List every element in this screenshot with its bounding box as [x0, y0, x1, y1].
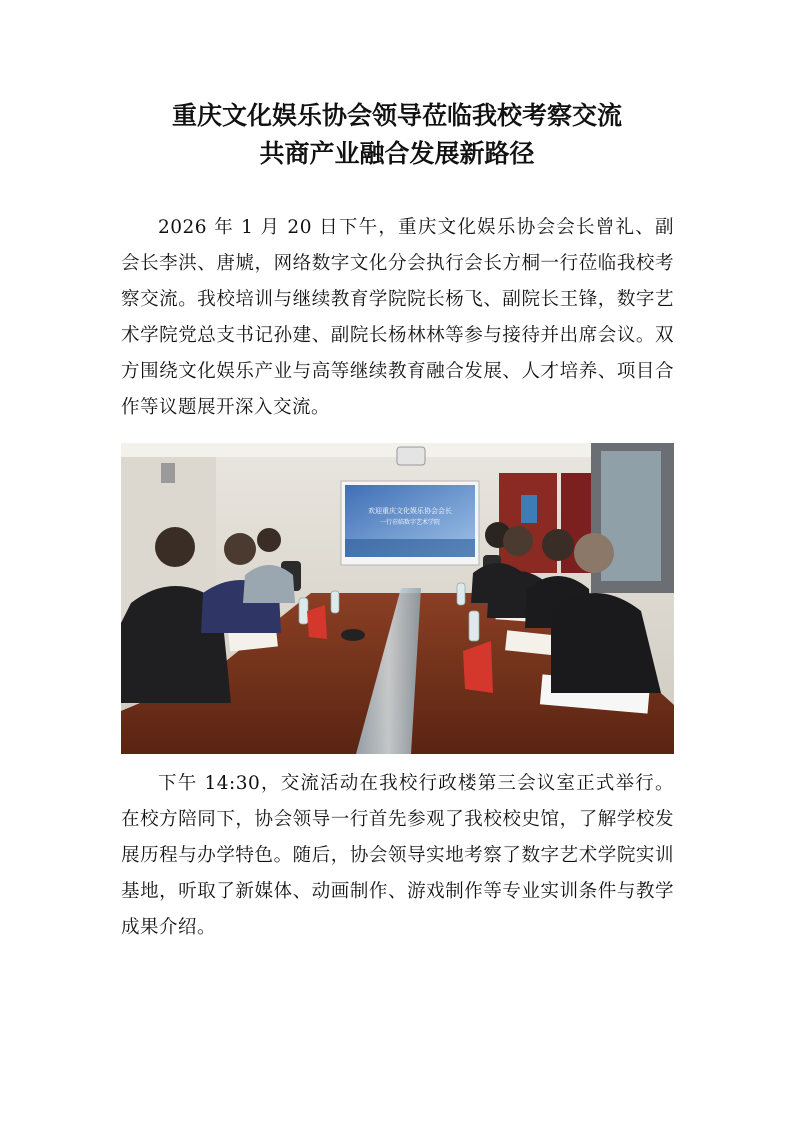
article-paragraph-2: 下午 14:30，交流活动在我校行政楼第三会议室正式举行。在校方陪同下，协会领导一行首先参观了我校校史馆，了解学校发展历程与办学特色。随后，协会领导实地考察了数字艺术学院实训基地，听取了新媒体、动画制作、游戏制作等专业实训条件与教学成果介绍。: [121, 773, 674, 938]
article-title-line-1: 重庆文化娱乐协会领导莅临我校考察交流: [171, 101, 622, 130]
article-title-line-2: 共商产业融合发展新路径: [259, 139, 535, 168]
screen-welcome-line-2: 一行莅临数字艺术学院: [379, 519, 441, 526]
meeting-photo: [121, 443, 674, 754]
article-paragraph-1: 2026 年 1 月 20 日下午，重庆文化娱乐协会会长曾礼、副会长李洪、唐虓，网络数字文化分会执行会长方桐一行莅临我校考察交流。我校培训与继续教育学院院长杨飞、副院长王锋，数字艺术学院党总支书记孙建、副院长杨林林等参与接待并出席会议。双方围绕文化娱乐产业与高等继续教育融合发展、人才培养、项目合作等议题展开深入交流。: [121, 217, 674, 418]
screen-welcome-line-1: 欢迎重庆文化娱乐协会会长: [368, 507, 452, 515]
